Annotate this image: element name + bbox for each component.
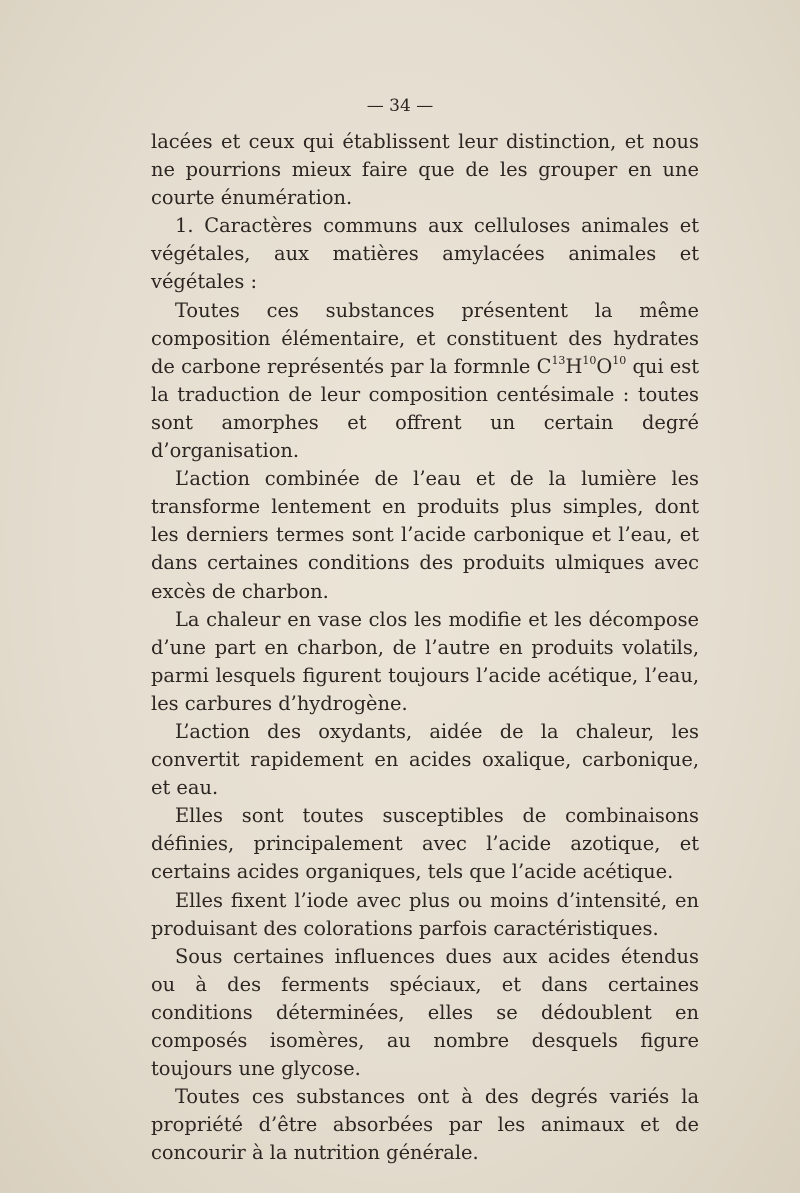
composition-text-before: Toutes ces substances présentent la même composition élémentaire, et constituent des hydrates de carbone représentés par la formnle bbox=[151, 298, 699, 378]
paragraph-splitting: Sous certaines influences dues aux acides étendus ou à des ferments spéciaux, et dans certaines conditions déterminées, elles se dédoublent en composés isomères, au nombre desquels figure toujours une glycose. bbox=[151, 944, 699, 1081]
chemical-formula: $C^{13}H^{10}O^{10}$ bbox=[536, 354, 627, 378]
paragraph-heat: La chaleur en vase clos les modifie et les décompose d’une part en charbon, de l’autre en produits volatils, parmi lesquels figurent toujours l’acide acétique, l’eau, les carbures d’hydrogène. bbox=[151, 607, 699, 715]
paragraph-nutrition: Toutes ces substances ont à des degrés variés la propriété d’être absorbées par les animaux et de concourir à la nutrition générale. bbox=[151, 1085, 699, 1165]
paragraph-water-light: L’action combinée de l’eau et de la lumière les transforme lentement en produits plus simples, dont les derniers termes sont l’acide carbonique et l’eau, et dans certaines conditions des produits ulmiques avec excès de charbon. bbox=[151, 467, 699, 603]
composition-text-after: qui est la traduction de leur composition centésimale : toutes sont amorphes et offrent un certain degré d’organisation. bbox=[151, 354, 700, 463]
section-heading-paragraph: 1. Caractères communs aux celluloses animales et végétales, aux matières amylacées animales et végétales : bbox=[151, 214, 699, 294]
page-number: — 34 — bbox=[366, 96, 434, 116]
paragraph-combinations: Elles sont toutes susceptibles de combinaisons définies, principalement avec l’acide azotique, et certains acides organiques, tels que l’acide acétique. bbox=[151, 804, 699, 884]
paragraph-iodine: Elles fixent l’iode avec plus ou moins d’intensité, en produisant des colorations parfois caractéristiques. bbox=[151, 888, 699, 940]
paragraph-continuation: lacées et ceux qui établissent leur distinction, et nous ne pourrions mieux faire que de les grouper en une courte énumération. bbox=[151, 130, 699, 210]
paragraph-composition bbox=[151, 297, 699, 466]
paragraph-oxidants: L’action des oxydants, aidée de la chaleur, les convertit rapidement en acides oxalique, carbonique, et eau. bbox=[151, 719, 699, 800]
body-text bbox=[151, 128, 699, 1167]
